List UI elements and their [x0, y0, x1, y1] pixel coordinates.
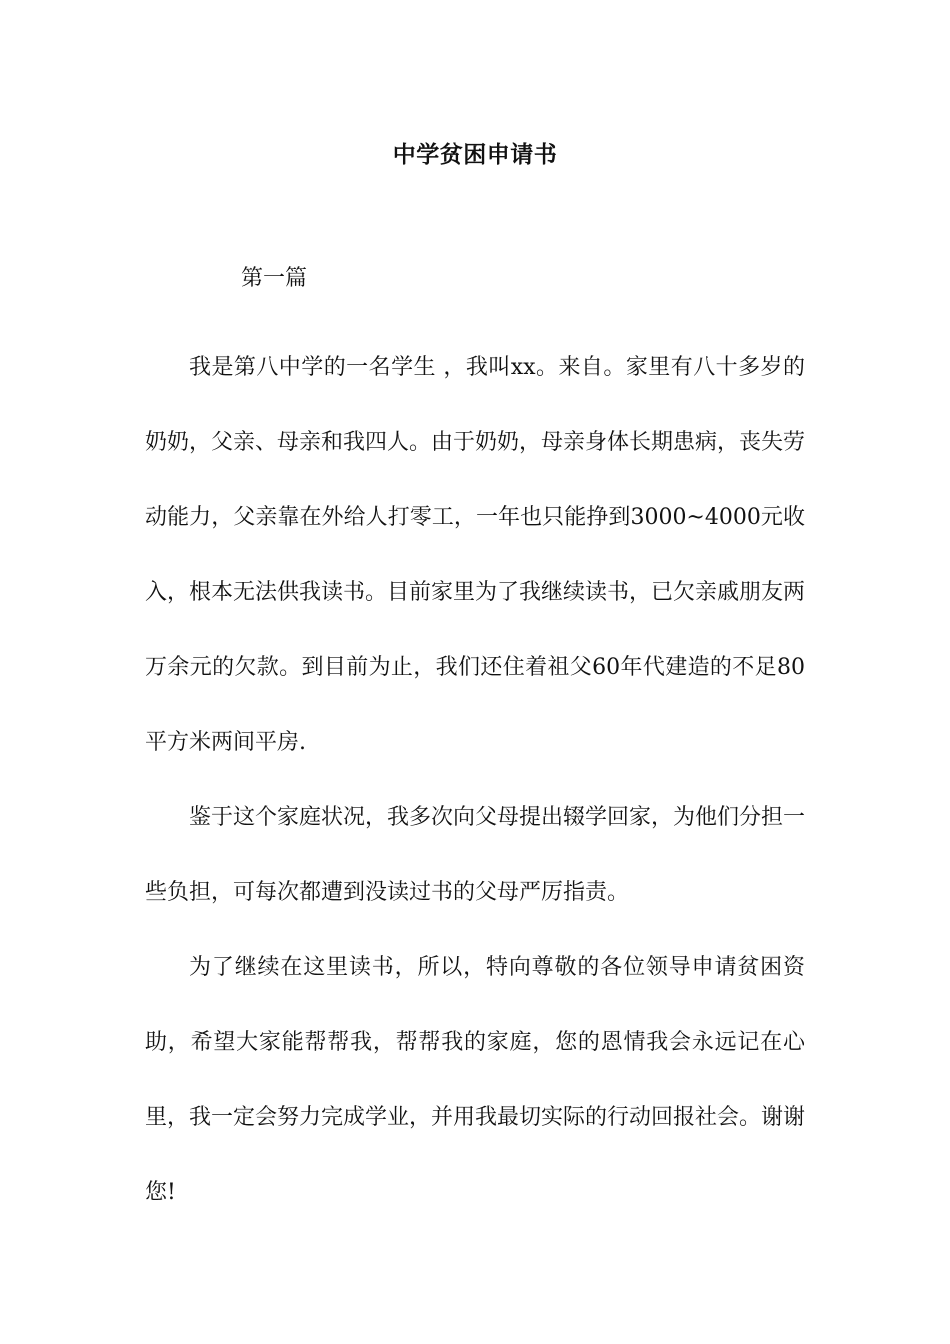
paragraph: 为了继续在这里读书，所以，特向尊敬的各位领导申请贫困资助，希望大家能帮帮我，帮帮我的家庭，您的恩情我会永远记在心里，我一定会努力完成学业，并用我最切实际的行动回报社会。谢谢您! — [145, 955, 806, 1205]
paragraph: 我是第八中学的一名学生 ，我叫xx。来自。家里有八十多岁的奶奶，父亲、母亲和我四人。由于奶奶，母亲身体长期患病，丧失劳动能力，父亲靠在外给人打零工，一年也只能挣到3000~4000元收入，根本无法供我读书。目前家里为了我继续读书，已欠亲戚朋友两万余元的欠款。到目前为止，我们还住着祖父60年代建造的不足80平方米两间平房. — [145, 355, 806, 755]
document-title: 中学贫困申请书 — [392, 142, 558, 168]
section-heading: 第一篇 — [241, 266, 308, 291]
paragraph: 鉴于这个家庭状况，我多次向父母提出辍学回家，为他们分担一些负担，可每次都遭到没读过书的父母严厉指责。 — [145, 805, 806, 905]
document-body — [145, 330, 805, 1230]
